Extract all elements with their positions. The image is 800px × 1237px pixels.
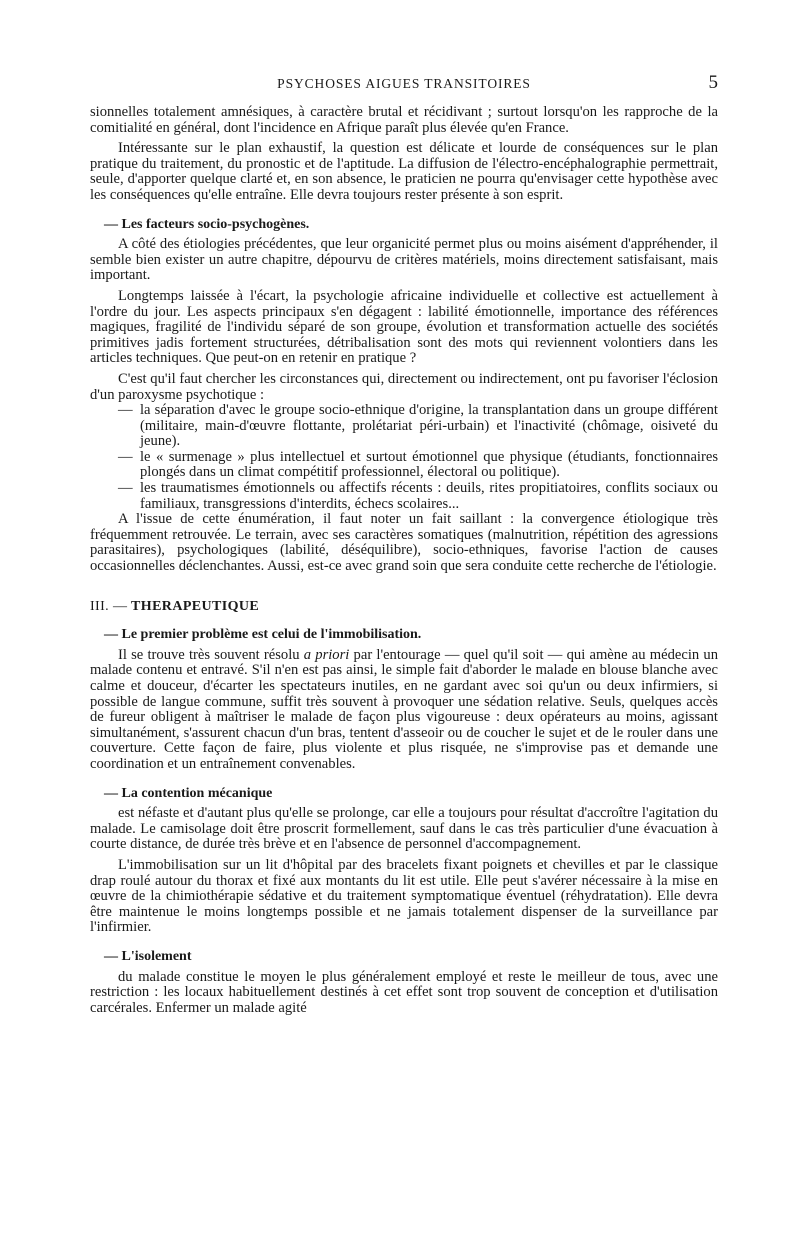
circumstances-list	[90, 403, 718, 512]
section-title	[90, 599, 718, 615]
paragraph: du malade constitue le moyen le plus généralement employé et reste le meilleur de tous, avec une restriction : les locaux habituellement destinés à cet effet sont trop souvent de conception et d'utilisation carcérales. Enfermer un malade agité	[90, 968, 718, 1016]
paragraph: A l'issue de cette énumération, il faut noter un fait saillant : la convergence étiologique très fréquemment retrouvée. Le terrain, avec ses caractères somatiques (malnutrition, répétition des agressions parasitaires), psychologiques (labilité, déséquilibre), socio-ethniques, favorise l'action de causes occasionnelles déclenchantes. Aussi, est-ce avec grand soin que sera conduite cette recherche de l'étiologie.	[90, 511, 718, 575]
subheading-socio-psychogenic-factors: — Les facteurs socio-psychogènes.	[104, 216, 310, 232]
paragraph: C'est qu'il faut chercher les circonstances qui, directement ou indirectement, ont pu favoriser l'éclosion d'un paroxysme psychotique :	[90, 370, 718, 403]
list-dash: —	[118, 402, 133, 419]
paragraph: L'immobilisation sur un lit d'hôpital par des bracelets fixant poignets et chevilles et par le classique drap roulé autour du thorax et fixé aux montants du lit est utile. Elle peut s'avérer nécessaire à la mise en œuvre de la chimiothérapie sédative et du traitement symptomatique éventuel (réhydratation). Elle devra être maintenue le moins longtemps possible et ne jamais totalement dispenser de la surveillance par l'infirmier.	[90, 856, 718, 936]
subheading-mechanical-restraint: — La contention mécanique	[104, 785, 273, 801]
section-number: III. —	[90, 598, 128, 614]
list-dash: —	[118, 480, 133, 497]
list-item-text: les traumatismes émotionnels ou affectifs récents : deuils, rites propitiatoires, conflits sociaux ou familiaux, transgressions d'interdits, échecs scolaires...	[140, 480, 718, 512]
list-item	[90, 450, 718, 481]
list-item	[90, 403, 718, 450]
list-item-text: le « surmenage » plus intellectuel et surtout émotionnel que physique (étudiants, fonctionnaires plongés dans un climat compétitif professionnel, électoral ou politique).	[140, 448, 718, 481]
paragraph: Intéressante sur le plan exhaustif, la question est délicate et lourde de conséquences sur le plan pratique du traitement, du pronostic et de l'aptitude. La diffusion de l'électro-encéphalographie permettrait, seule, d'apporter quelque clarté et, en son absence, le praticien ne pourra qu'envisager cette hypothèse avec les conséquences qu'elle entraîne. Elle devra toujours rester présente à son esprit.	[90, 140, 718, 203]
page-body	[90, 105, 718, 1016]
text-run: par l'entourage — quel qu'il soit — qui amène au médecin un malade contenu et entravé. S'il n'en est pas ainsi, le simple fait d'aborder le malade en blouse blanche avec calme et douceur, d'écarter les spectateurs inutiles, en ne gardant avec soi qu'un ou deux infirmiers, si possible de langue commune, suffit très souvent à provoquer une sédation relative. Seuls, quelques accès de fureur obligent à maîtriser le malade de façon plus vigoureuse : deux opérateurs au moins, agissant simultanément, s'assurent chacun d'un bras, tentent d'asseoir ou de coucher le sujet et de le rouler dans une couverture. Cette façon de faire, plus violente et plus risquée, ne s'improvise pas et demande une coordination et un entraînement convenables.	[90, 646, 718, 772]
paragraph: A côté des étiologies précédentes, que leur organicité permet plus ou moins aisément d'appréhender, il semble bien exister un autre chapitre, dépourvu de critères matériels, moins directement satisfaisant, mais important.	[90, 236, 718, 284]
paragraph-continuation: sionnelles totalement amnésiques, à caractère brutal et récidivant ; surtout lorsqu'on les rapproche de la comitialité en général, dont l'incidence en Afrique paraît plus élevée qu'en France.	[90, 104, 718, 136]
subheading-isolation: — L'isolement	[104, 948, 192, 964]
running-head	[90, 74, 718, 96]
page-number: 5	[708, 72, 718, 93]
paragraph: Longtemps laissée à l'écart, la psychologie africaine individuelle et collective est actuellement à l'ordre du jour. Les aspects principaux s'en dégagent : labilité émotionnelle, importance des références magiques, fragilité de l'individu séparé de son groupe, évolution et transformation actuelle des sociétés primitives jadis fortement structurées, détribalisation sont des mots qui reviennent volontiers dans les articles techniques. Que peut-on en retenir en pratique ?	[90, 287, 718, 367]
list-dash: —	[118, 448, 133, 465]
list-item	[90, 481, 718, 512]
text-run: Il se trouve très souvent résolu	[118, 646, 304, 663]
italic-text: a priori	[303, 646, 350, 663]
list-item-text: la séparation d'avec le groupe socio-ethnique d'origine, la transplantation dans un groupe différent (militaire, main-d'œuvre flottante, prolétariat péri-urbain) et l'inactivité (chômage, oisiveté du jeune).	[140, 402, 718, 450]
paragraph: est néfaste et d'autant plus qu'elle se prolonge, car elle a toujours pour résultat d'accroître l'agitation du malade. Le camisolage doit être proscrit formellement, sauf dans le cas très particulier d'une évacuation à courte distance, de durée très brève et en l'absence de personnel d'accompagnement.	[90, 805, 718, 853]
paragraph-immobilisation	[90, 648, 718, 773]
section-title-text: THERAPEUTIQUE	[131, 598, 260, 614]
running-title: PSYCHOSES AIGUES TRANSITOIRES	[277, 76, 531, 91]
subheading-immobilisation: — Le premier problème est celui de l'immobilisation.	[104, 627, 422, 643]
